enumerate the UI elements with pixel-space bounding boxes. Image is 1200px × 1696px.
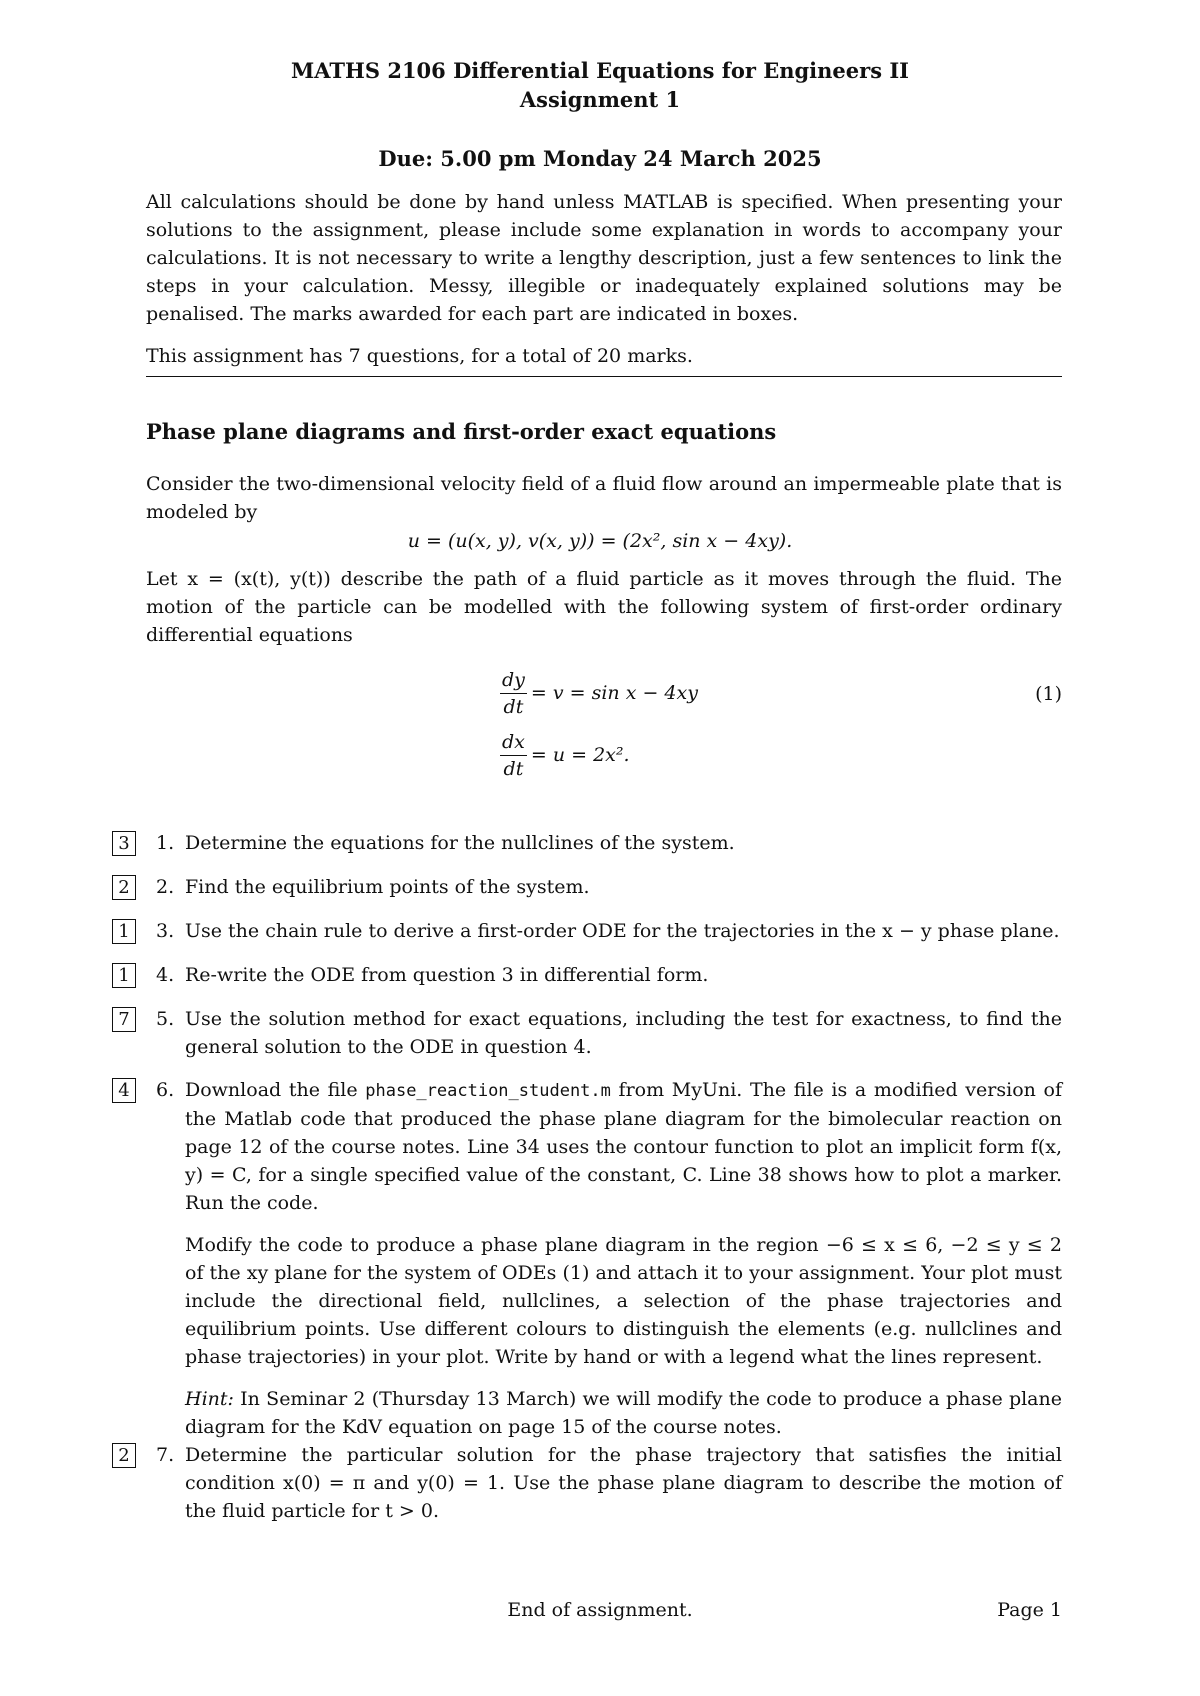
frac-num: dx <box>500 729 527 756</box>
fraction-dy-dt <box>500 667 527 720</box>
equation-dy <box>500 665 698 721</box>
equation-rhs: = v = sin x − 4xy <box>530 682 698 704</box>
marks-box: 2 <box>112 1443 136 1468</box>
question-number: 2. <box>156 876 175 898</box>
marks-box: 1 <box>112 919 136 944</box>
question-text <box>185 1076 1062 1455</box>
divider <box>146 376 1062 377</box>
page-title <box>0 56 1200 114</box>
frac-den: dt <box>503 757 524 780</box>
question-text: Use the solution method for exact equations, including the test for exactness, to find the general solution to the ODE in question 4. <box>185 1008 1062 1058</box>
marks-box: 1 <box>112 963 136 988</box>
question-number: 4. <box>156 964 175 986</box>
question-number: 7. <box>156 1444 175 1466</box>
text-segment: Download the file <box>185 1079 366 1101</box>
assignment-title: Assignment 1 <box>519 87 681 112</box>
question-text: Re-write the ODE from question 3 in differential form. <box>185 964 709 986</box>
question-6-para-2: Modify the code to produce a phase plane diagram in the region −6 ≤ x ≤ 6, −2 ≤ y ≤ 2 of the xy plane for the system of ODEs (1) and attach it to your assignment. Your plot must include the directional field, nullclines, a selection of the phase trajectories and equilibrium points. Use different colours to distinguish the elements (e.g. nullclines and phase trajectories) in your plot. Write by hand or with a legend what the lines represent. <box>185 1234 1062 1368</box>
frac-num: dy <box>500 667 527 694</box>
equation-dx <box>500 727 630 783</box>
text-segment: from MyUni. The file is a modified version of the Matlab code that produced the phase plane diagram for the bimolecular reaction on page 12 of the course notes. Line 34 uses the contour function to plot an implicit form f(x, y) = C, for a single specified value of the constant, C. Line 38 shows how to plot a marker. Run the code. <box>185 1079 1062 1214</box>
section-title: Phase plane diagrams and first-order exact equations <box>146 419 777 444</box>
question-number: 5. <box>156 1008 175 1030</box>
question-6-para-1 <box>185 1076 1062 1217</box>
matlab-file-name: phase_reaction_student.m <box>365 1081 611 1101</box>
intro-paragraph: All calculations should be done by hand unless MATLAB is specified. When presenting your solutions to the assignment, please include some explanation in words to accompany your calculations. It is not necessary to write a lengthy description, just a few sentences to link the steps in your calculation. Messy, illegible or inadequately explained solutions may be penalised. The marks awarded for each part are indicated in boxes. <box>146 191 1062 325</box>
question-number: 6. <box>156 1079 175 1101</box>
section-text-2: Let x = (x(t), y(t)) describe the path of a fluid particle as it moves through the fluid. The motion of the particle can be modelled with the following system of first-order ordinary differential equations <box>146 568 1062 646</box>
hint-label: Hint: <box>185 1388 234 1410</box>
equation-rhs: = u = 2x². <box>530 744 630 766</box>
marks-box: 3 <box>112 831 136 856</box>
section-text-1: Consider the two-dimensional velocity field of a fluid flow around an impermeable plate that is modeled by <box>146 473 1062 523</box>
course-title: MATHS 2106 Differential Equations for Engineers II <box>291 58 909 83</box>
intro <box>146 188 1062 384</box>
frac-den: dt <box>503 695 524 718</box>
question-text: Find the equilibrium points of the system. <box>185 876 590 898</box>
hint-text: In Seminar 2 (Thursday 13 March) we will modify the code to produce a phase plane diagram for the KdV equation on page 15 of the course notes. <box>185 1388 1062 1438</box>
question-number: 1. <box>156 832 175 854</box>
fraction-dx-dt <box>500 729 527 782</box>
velocity-equation: u = (u(x, y), v(x, y)) = (2x², sin x − 4xy). <box>407 530 793 552</box>
equation-number: (1) <box>1035 683 1062 705</box>
question-text: Determine the equations for the nullclines of the system. <box>185 832 735 854</box>
marks-box: 7 <box>112 1007 136 1032</box>
due-date: Due: 5.00 pm Monday 24 March 2025 <box>378 146 822 171</box>
question-text: Determine the particular solution for the phase trajectory that satisfies the initial condition x(0) = π and y(0) = 1. Use the phase plane diagram to describe the motion of the fluid particle for t > 0. <box>185 1444 1062 1522</box>
intro-summary: This assignment has 7 questions, for a total of 20 marks. <box>146 345 693 367</box>
question-number: 3. <box>156 920 175 942</box>
question-6-hint <box>185 1385 1062 1441</box>
end-of-assignment: End of assignment. <box>507 1599 693 1621</box>
marks-box: 4 <box>112 1078 136 1103</box>
page-number: Page 1 <box>997 1599 1062 1621</box>
question-text: Use the chain rule to derive a first-order ODE for the trajectories in the x − y phase plane. <box>185 920 1060 942</box>
marks-box: 2 <box>112 875 136 900</box>
